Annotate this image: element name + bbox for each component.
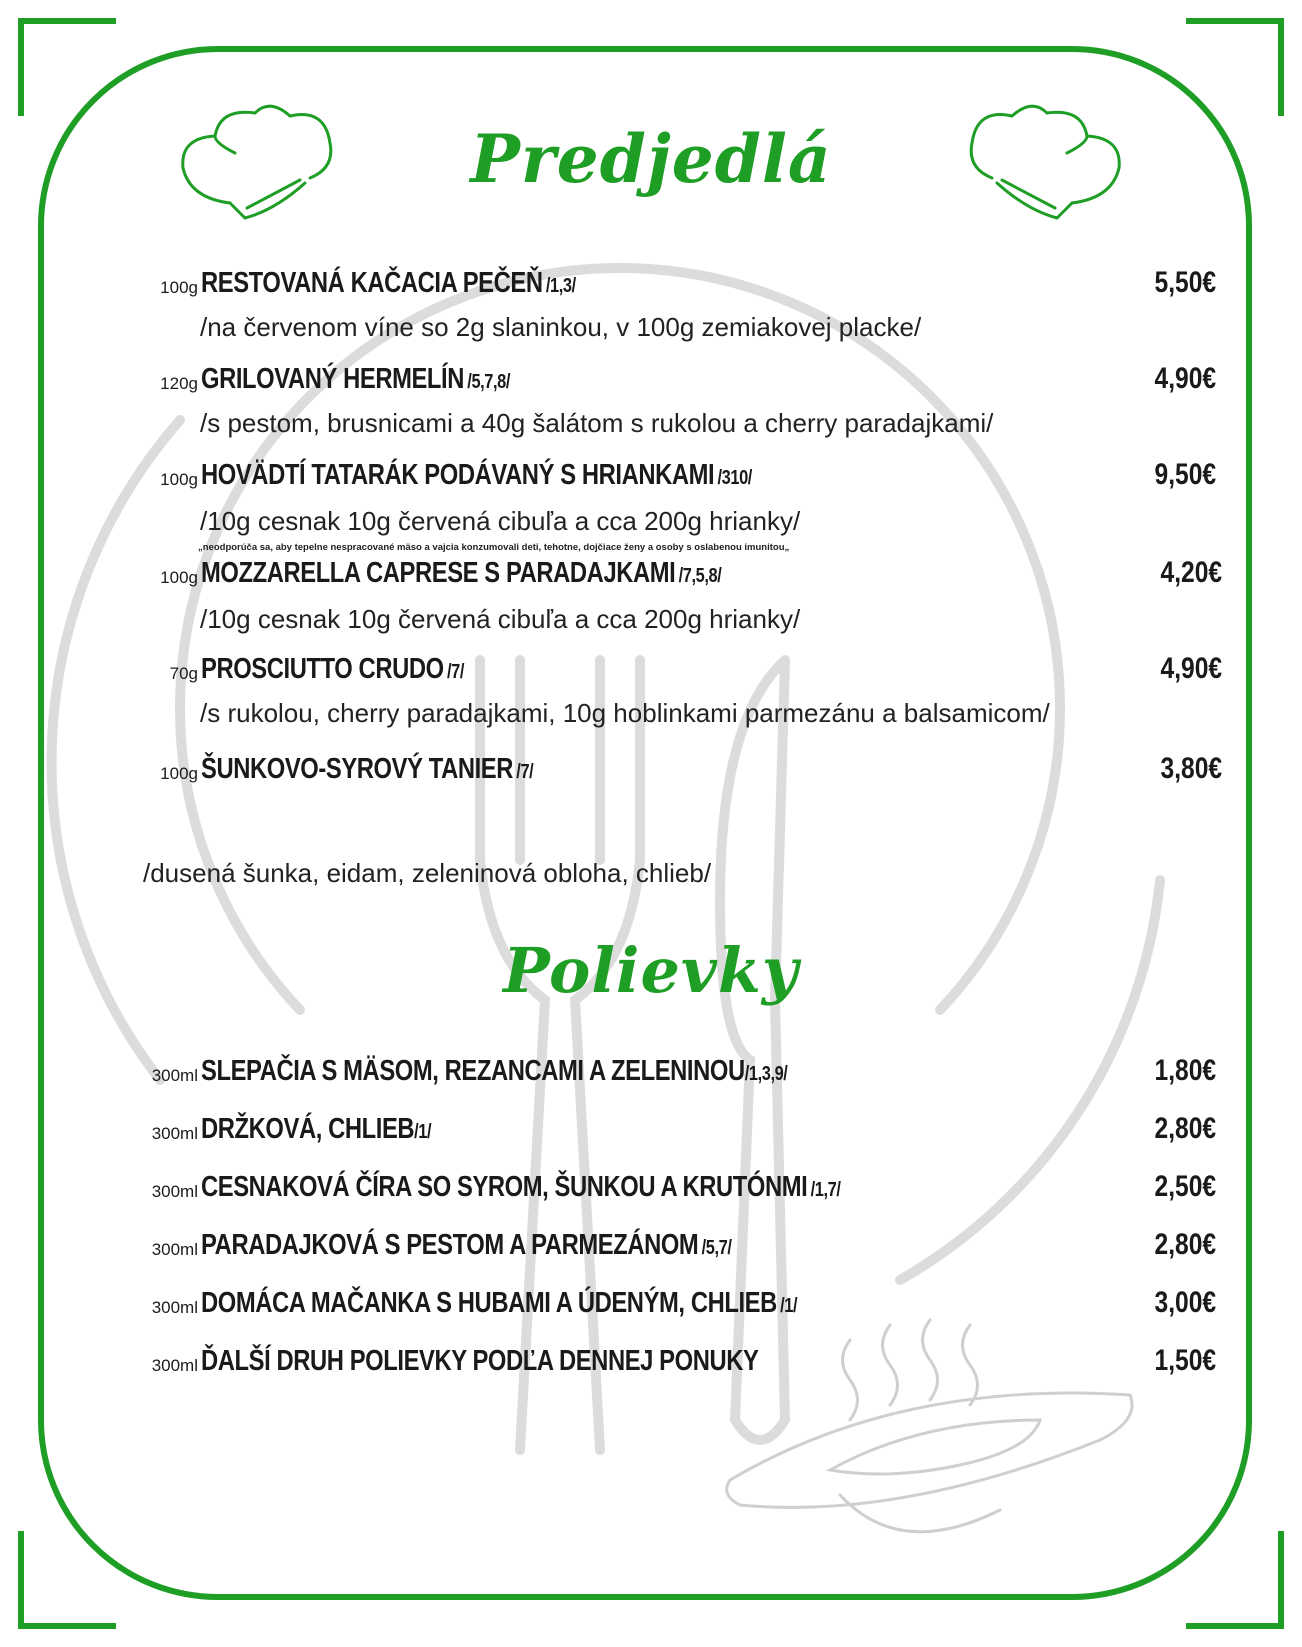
item-price: 2,80€ (1154, 1112, 1216, 1145)
item-quantity: 300ml (151, 1182, 198, 1201)
item-allergens: /1/ (414, 1121, 432, 1143)
raw-meat-warning-note: „neodporúča sa, aby tepelne nespracované mäso a vajcia konzumovali deti, tehotne, dojčiace ženy a osoby s oslabenou imunitou„ (198, 542, 790, 553)
item-allergens: /5,7,8/ (467, 371, 511, 393)
item-description: /s rukolou, cherry paradajkami, 10g hoblinkami parmezánu a balsamicom/ (200, 698, 1050, 728)
item-allergens: /310/ (717, 467, 752, 489)
item-quantity: 100g (160, 568, 198, 587)
menu-item (0, 1166, 1302, 1206)
menu-item (0, 648, 1302, 688)
item-quantity: 100g (160, 764, 198, 783)
item-name: ŠUNKOVO-SYROVÝ TANIER /7/ (201, 753, 534, 785)
item-description: /dusená šunka, eidam, zeleninová obloha, chlieb/ (143, 858, 712, 888)
item-allergens: /1,7/ (810, 1179, 841, 1201)
item-price: 4,90€ (1154, 362, 1216, 395)
item-allergens: /7,5,8/ (678, 565, 722, 587)
menu-item (0, 358, 1302, 398)
menu-item (0, 1340, 1302, 1380)
item-allergens: /1,3,9/ (744, 1063, 788, 1085)
item-quantity: 300ml (151, 1298, 198, 1317)
menu-item (0, 454, 1302, 494)
item-description: /10g cesnak 10g červená cibuľa a cca 200g hrianky/ (200, 506, 801, 536)
item-name: RESTOVANÁ KAČACIA PEČEŇ /1,3/ (201, 267, 576, 299)
item-description: /s pestom, brusnicami a 40g šalátom s rukolou a cherry paradajkami/ (200, 408, 994, 438)
item-price: 9,50€ (1154, 458, 1216, 491)
item-name: DOMÁCA MAČANKA S HUBAMI A ÚDENÝM, CHLIEB /1/ (201, 1287, 798, 1319)
item-price: 4,90€ (1160, 652, 1222, 685)
item-name: SLEPAČIA S MÄSOM, REZANCAMI A ZELENINOU/1,3,9/ (201, 1055, 788, 1087)
item-name: CESNAKOVÁ ČÍRA SO SYROM, ŠUNKOU A KRUTÓNMI /1,7/ (201, 1171, 841, 1203)
item-name: PARADAJKOVÁ S PESTOM A PARMEZÁNOM /5,7/ (201, 1229, 732, 1261)
menu-item (0, 552, 1302, 592)
item-description: /na červenom víne so 2g slaninkou, v 100g zemiakovej placke/ (200, 312, 922, 342)
section-title-predjedla: Predjedlá (470, 120, 832, 198)
item-price: 2,50€ (1154, 1170, 1216, 1203)
section-title-polievky: Polievky (503, 934, 799, 1007)
item-quantity: 300ml (151, 1124, 198, 1143)
item-price: 3,80€ (1160, 752, 1222, 785)
item-price: 2,80€ (1154, 1228, 1216, 1261)
item-name: ĎALŠÍ DRUH POLIEVKY PODĽA DENNEJ PONUKY (201, 1345, 759, 1377)
item-quantity: 70g (169, 664, 198, 683)
menu-item (0, 1224, 1302, 1264)
item-quantity: 300ml (151, 1240, 198, 1259)
item-quantity: 100g (160, 470, 198, 489)
item-quantity: 300ml (151, 1066, 198, 1085)
menu-item (0, 748, 1302, 788)
item-price: 1,50€ (1154, 1344, 1216, 1377)
item-allergens: /1/ (780, 1295, 798, 1317)
item-price: 5,50€ (1154, 266, 1216, 299)
item-description: /10g cesnak 10g červená cibuľa a cca 200g hrianky/ (200, 604, 801, 634)
item-allergens: /7/ (516, 761, 534, 783)
menu-item (0, 262, 1302, 302)
item-name: MOZZARELLA CAPRESE S PARADAJKAMI /7,5,8/ (201, 557, 722, 589)
item-name: HOVÄDTÍ TATARÁK PODÁVANÝ S HRIANKAMI /310/ (201, 459, 752, 491)
item-price: 4,20€ (1160, 556, 1222, 589)
item-allergens: /1,3/ (545, 275, 576, 297)
menu-item (0, 1050, 1302, 1090)
menu-item (0, 1282, 1302, 1322)
item-quantity: 100g (160, 278, 198, 297)
item-name: PROSCIUTTO CRUDO /7/ (201, 653, 465, 685)
item-quantity: 120g (160, 374, 198, 393)
item-quantity: 300ml (151, 1356, 198, 1375)
item-name: GRILOVANÝ HERMELÍN /5,7,8/ (201, 363, 511, 395)
item-allergens: /5,7/ (701, 1237, 732, 1259)
item-allergens: /7/ (446, 661, 465, 683)
item-price: 1,80€ (1154, 1054, 1216, 1087)
item-name: DRŽKOVÁ, CHLIEB/1/ (201, 1113, 432, 1145)
item-price: 3,00€ (1154, 1286, 1216, 1319)
menu-item (0, 1108, 1302, 1148)
